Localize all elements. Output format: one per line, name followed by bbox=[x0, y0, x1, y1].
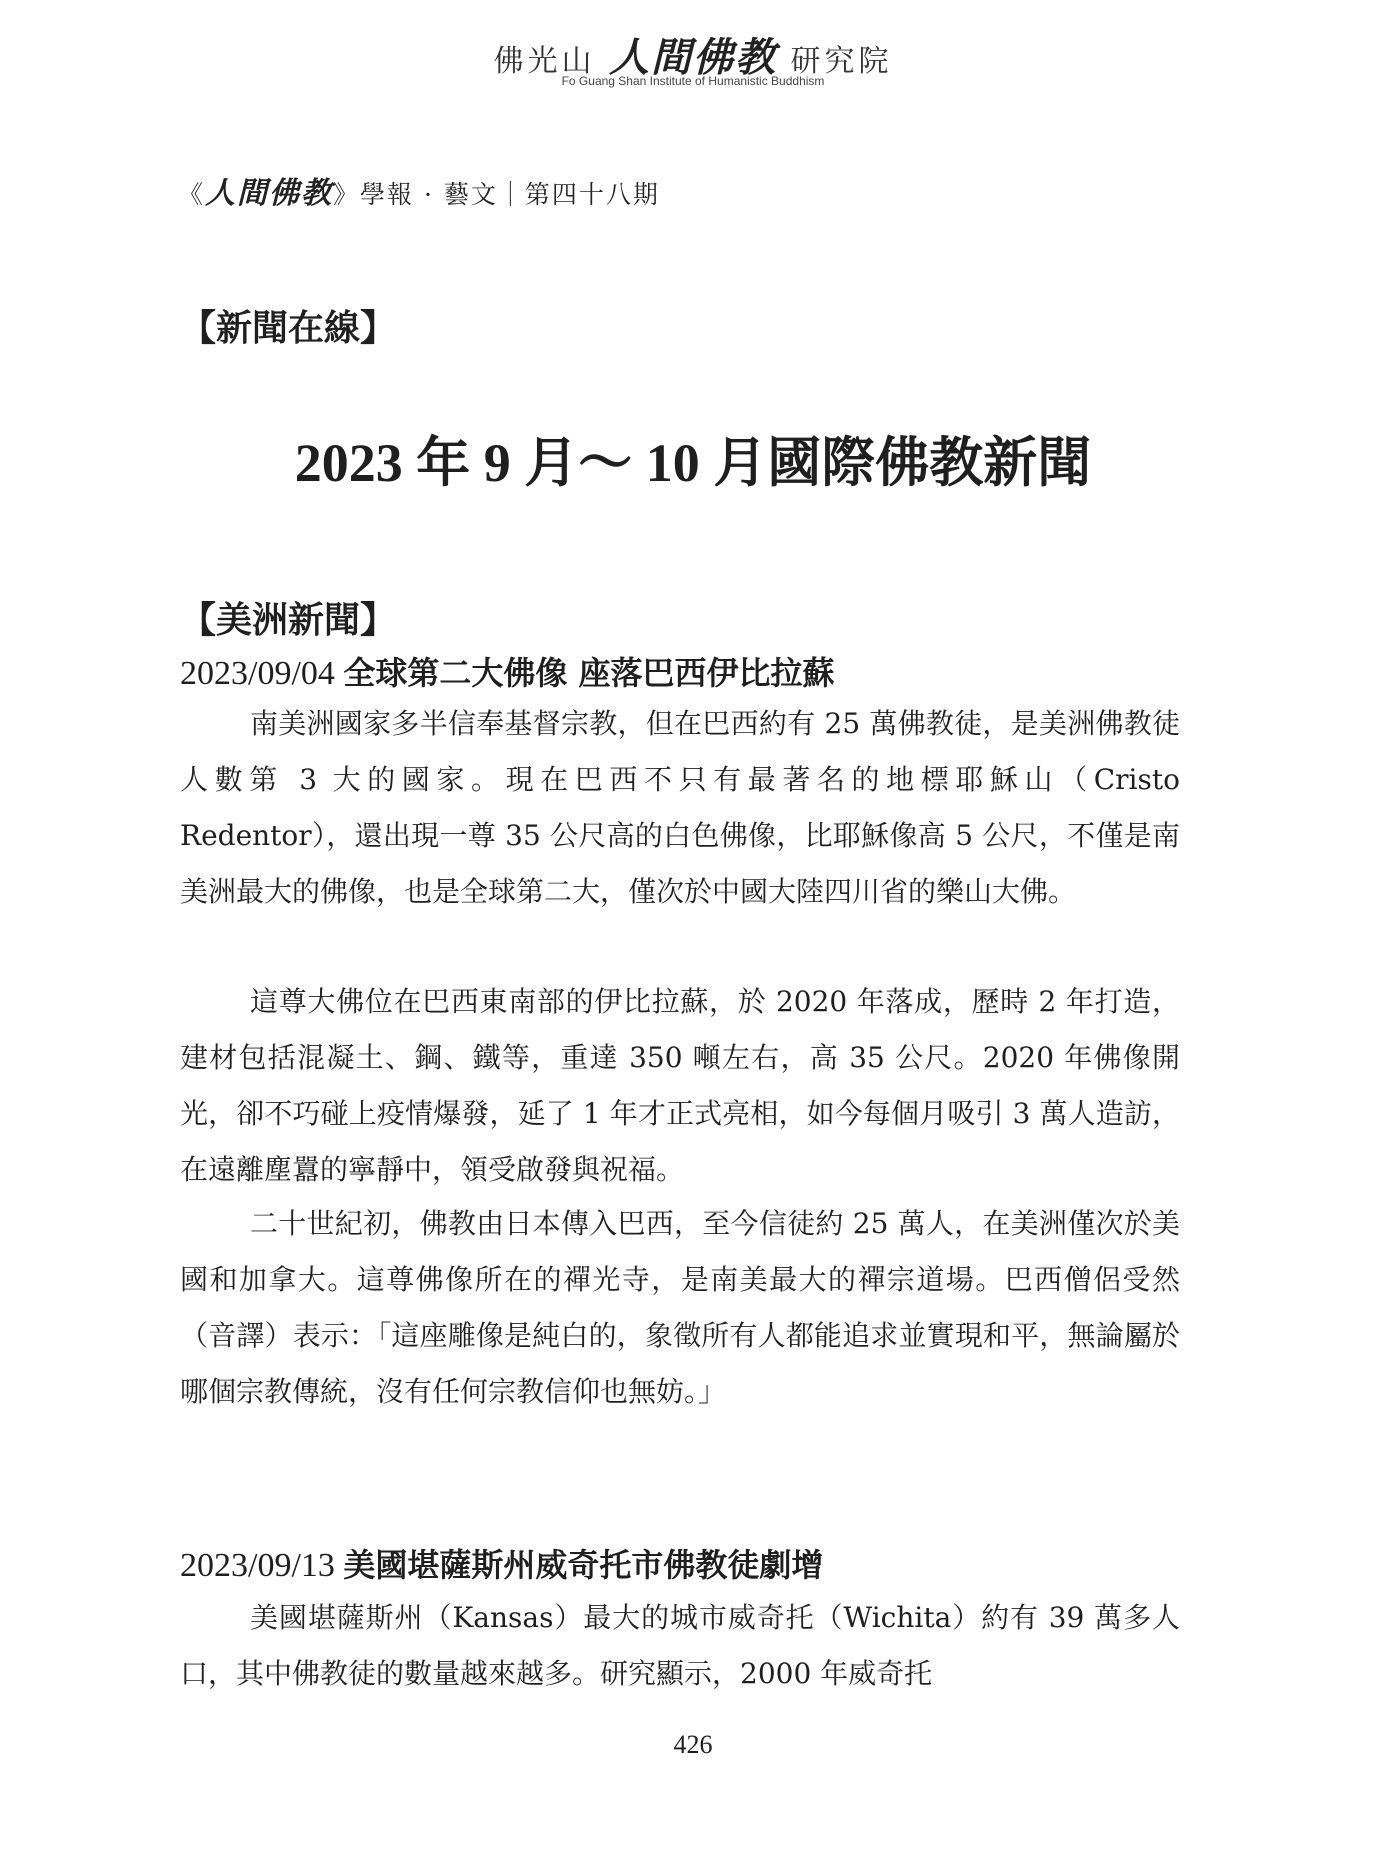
page-title: 2023 年 9 月～ 10 月國際佛教新聞 bbox=[294, 433, 1092, 493]
journal-close-bracket: 》 bbox=[333, 180, 361, 209]
region-heading: 【美洲新聞】 bbox=[180, 599, 397, 641]
article-paragraph: 南美洲國家多半信奉基督宗教，但在巴西約有 25 萬佛教徒，是美洲佛教徒人數第 3 大的國家。現在巴西不只有最著名的地標耶穌山（Cristo Redentor），還出現一尊 35 公尺高的白色佛像，比耶穌像高 5 公尺，不僅是南美洲最大的佛像，也是全球第二大，僅次於中國大陸四川省的樂山大佛。 bbox=[180, 707, 1180, 908]
journal-open-bracket: 《 bbox=[178, 180, 206, 209]
article-date: 2023/09/13 bbox=[180, 1547, 335, 1584]
article-date: 2023/09/04 bbox=[180, 655, 335, 692]
page-number: 426 bbox=[673, 1730, 713, 1759]
journal-issue-info: 學報 · 藝文｜第四十八期 bbox=[360, 180, 660, 209]
institute-name-left: 佛光山 bbox=[493, 44, 596, 79]
article-title: 全球第二大佛像 座落巴西伊比拉蘇 bbox=[343, 654, 835, 692]
article-headline bbox=[180, 1540, 823, 1586]
journal-logo-brush: 人間佛教 bbox=[205, 177, 334, 210]
article-paragraph: 這尊大佛位在巴西東南部的伊比拉蘇，於 2020 年落成，歷時 2 年打造，建材包括混凝土、鋼、鐵等，重達 350 噸左右，高 35 公尺。2020 年佛像開光，卻不巧碰上疫情爆發，延了 1 年才正式亮相，如今每個月吸引 3 萬人造訪，在遠離塵囂的寧靜中，領受啟發與祝福。 bbox=[180, 985, 1180, 1186]
article-headline bbox=[180, 648, 835, 694]
article-paragraph: 美國堪薩斯州（Kansas）最大的城市威奇托（Wichita）約有 39 萬多人口，其中佛教徒的數量越來越多。研究顯示，2000 年威奇托 bbox=[180, 1601, 1180, 1690]
article-title: 美國堪薩斯州威奇托市佛教徒劇增 bbox=[343, 1546, 824, 1584]
institute-logo-brush: 人間佛教 bbox=[609, 35, 777, 80]
institute-name-english: Fo Guang Shan Institute of Humanistic Buddhism bbox=[561, 74, 825, 88]
journal-running-head bbox=[178, 168, 660, 212]
institute-name-right: 研究院 bbox=[790, 44, 893, 79]
article-paragraph: 二十世紀初，佛教由日本傳入巴西，至今信徒約 25 萬人，在美洲僅次於美國和加拿大。這尊佛像所在的禪光寺，是南美最大的禪宗道場。巴西僧侶受然（音譯）表示：「這座雕像是純白的，象徵所有人都能追求並實現和平，無論屬於哪個宗教傳統，沒有任何宗教信仰也無妨。」 bbox=[180, 1207, 1180, 1408]
section-tag: 【新聞在線】 bbox=[180, 307, 397, 349]
